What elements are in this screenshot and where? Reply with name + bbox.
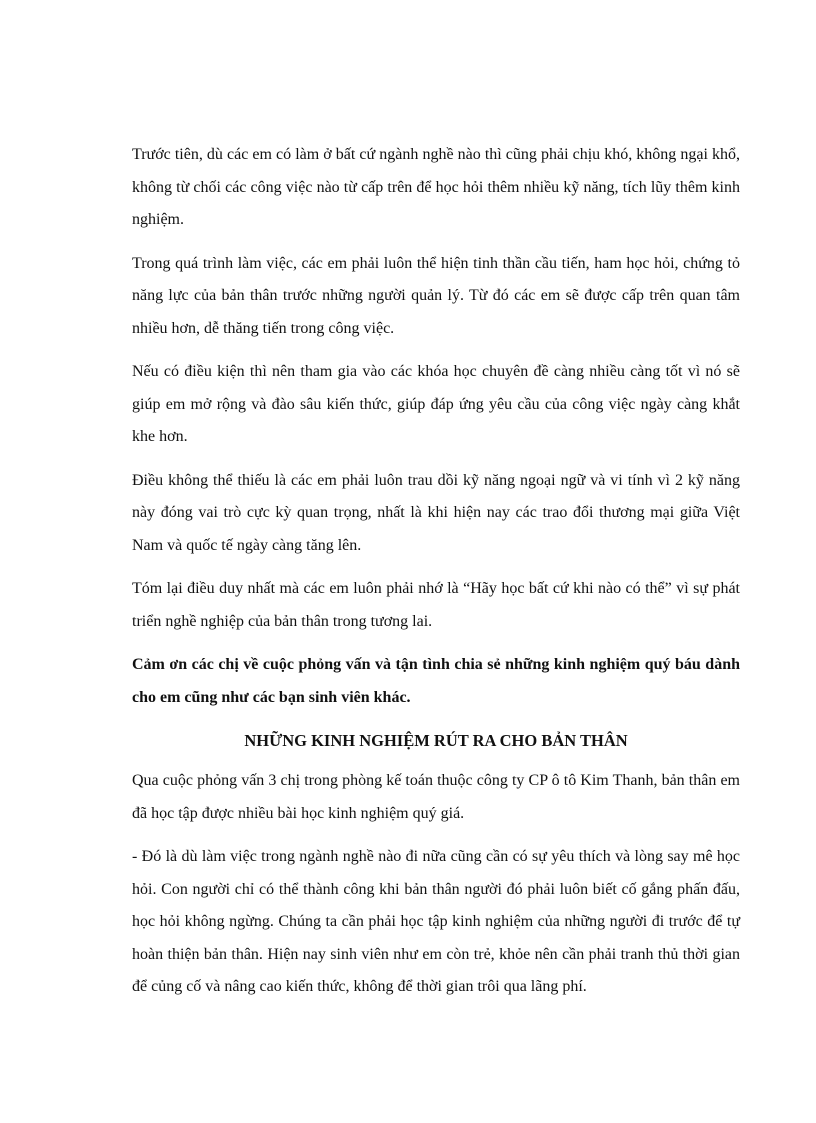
paragraph-advice-eagerness: Trong quá trình làm việc, các em phải luôn thể hiện tinh thần cầu tiến, ham học hỏi, chứng tỏ năng lực của bản thân trước những người quản lý. Từ đó các em sẽ được cấp trên quan tâm nhiều hơn, dễ thăng tiến trong công việc. bbox=[132, 254, 740, 337]
section-heading: NHỮNG KINH NGHIỆM RÚT RA CHO BẢN THÂN bbox=[244, 731, 628, 750]
paragraph-advice-courses: Nếu có điều kiện thì nên tham gia vào các khóa học chuyên đề càng nhiều càng tốt vì nó sẽ giúp em mở rộng và đào sâu kiến thức, giúp đáp ứng yêu cầu của công việc ngày càng khắt khe hơn. bbox=[132, 363, 740, 445]
paragraph-lessons-detail: - Đó là dù làm việc trong ngành nghề nào đi nữa cũng cần có sự yêu thích và lòng say mê học hỏi. Con người chỉ có thể thành công khi bản thân người đó phải luôn biết cố gắng phấn đấu, học hỏi không ngừng. Chúng ta cần phải học tập kinh nghiệm của những người đi trước để tự hoàn thiện bản thân. Hiện nay sinh viên như em còn trẻ, khỏe nên cần phải tranh thủ thời gian để củng cố và nâng cao kiến thức, không để thời gian trôi qua lãng phí. bbox=[132, 848, 740, 995]
paragraph-advice-languages: Điều không thể thiếu là các em phải luôn trau dồi kỹ năng ngoại ngữ và vi tính vì 2 kỹ năng này đóng vai trò cực kỳ quan trọng, nhất là khi hiện nay các trao đổi thương mại giữa Việt Nam và quốc tế ngày càng tăng lên. bbox=[132, 471, 740, 554]
paragraph-lessons-intro: Qua cuộc phỏng vấn 3 chị trong phòng kế toán thuộc công ty CP ô tô Kim Thanh, bản thân em đã học tập được nhiều bài học kinh nghiệm quý giá. bbox=[132, 772, 740, 822]
paragraph-advice-summary: Tóm lại điều duy nhất mà các em luôn phải nhớ là “Hãy học bất cứ khi nào có thể” vì sự phát triển nghề nghiệp của bản thân trong tương lai. bbox=[132, 580, 740, 630]
paragraph-advice-hard-work: Trước tiên, dù các em có làm ở bất cứ ngành nghề nào thì cũng phải chịu khó, không ngại khổ, không từ chối các công việc nào từ cấp trên để học hỏi thêm nhiều kỹ năng, tích lũy thêm kinh nghiệm. bbox=[132, 146, 740, 228]
paragraph-thanks: Cảm ơn các chị về cuộc phỏng vấn và tận tình chia sẻ những kinh nghiệm quý báu dành cho em cũng như các bạn sinh viên khác. bbox=[132, 656, 740, 706]
document-body bbox=[132, 139, 740, 1015]
